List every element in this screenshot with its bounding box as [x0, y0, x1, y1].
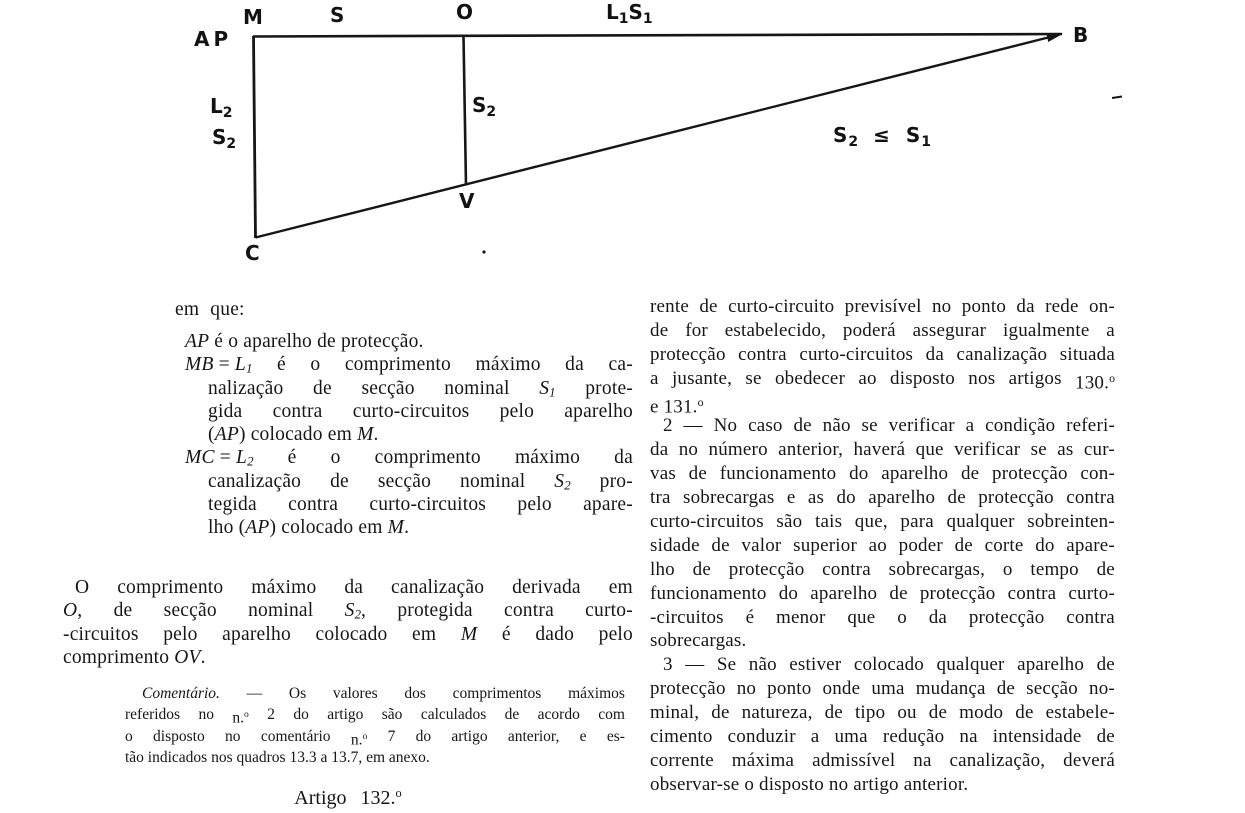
- right-column: [650, 295, 1115, 797]
- article-heading: Artigo 132.$^o$: [294, 786, 402, 809]
- text-line: sidade de valor superior ao poder de corte do apare-: [650, 534, 1115, 556]
- text-line: a jusante, se obedecer ao disposto nos artigos 130.$^o$: [650, 367, 1115, 394]
- text-line: funcionamento do aparelho de protecção contra curto-: [650, 582, 1115, 604]
- arrowhead-B-icon: [1047, 34, 1064, 42]
- diagram-label-V: V: [459, 189, 475, 213]
- text-line: da no número anterior, haverá que verificar se as cur-: [650, 439, 1115, 461]
- text-line: tra sobrecargas e as do aparelho de protecção contra: [650, 487, 1115, 509]
- text-line: o disposto no comentário n.$^o$ 7 do artigo anterior, e es-: [125, 727, 625, 748]
- text-line: canalização de secção nominal S2 pro-: [208, 470, 633, 493]
- text-line: -circuitos é menor que o da protecção contra: [650, 606, 1115, 628]
- text-line: lho (AP) colocado em M.: [208, 517, 410, 539]
- line-CB-diagonal: [256, 37, 1053, 238]
- text-line: MC = L2 é o comprimento máximo da: [185, 447, 633, 470]
- diagram-drawing: [0, 0, 1245, 290]
- commentary-paragraph: [125, 683, 625, 768]
- text-line: AP é o aparelho de protecção.: [185, 331, 424, 352]
- text-line: Comentário. — Os valores dos comprimentos máximos: [142, 685, 625, 702]
- diagram-label-AP: AP: [194, 27, 233, 51]
- definition-item-MB: [185, 353, 633, 446]
- definition-item-MC: [185, 446, 633, 539]
- text-line: rente de curto-circuito previsível no ponto da rede on-: [650, 296, 1115, 317]
- diagram-label-L2: L2: [210, 94, 233, 121]
- text-line: de for estabelecido, poderá assegurar igualmente a: [650, 319, 1115, 341]
- text-line: nalização de secção nominal S1 prote-: [208, 377, 633, 400]
- text-line: em que:: [175, 299, 245, 320]
- diagram-label-S: S: [330, 3, 345, 27]
- line-OV-branch: [464, 36, 467, 186]
- protection-length-diagram: [0, 0, 1245, 290]
- text-line: comprimento OV.: [63, 646, 206, 668]
- text-line: curto-circuitos são tais que, para qualquer sobreinten-: [650, 511, 1115, 533]
- diagram-label-O: O: [456, 0, 474, 24]
- text-line: sobrecargas.: [650, 630, 747, 652]
- text-line: tegida contra curto-circuitos pelo apare-: [208, 494, 633, 516]
- line-MC-left: [254, 36, 256, 238]
- paragraph-3: [650, 653, 1115, 796]
- main-paragraph: [63, 576, 633, 669]
- intro-em-que: [175, 298, 475, 321]
- diagram-label-S2-left: S2: [212, 125, 237, 152]
- diagram-label-B: B: [1073, 23, 1089, 47]
- text-line: 2 — No caso de não se verificar a condição referi-: [663, 415, 1115, 437]
- text-line: O comprimento máximo da canalização derivada em: [75, 577, 633, 598]
- text-line: tão indicados nos quadros 13.3 a 13.7, em anexo.: [125, 748, 430, 766]
- text-line: vas de funcionamento do aparelho de protecção con-: [650, 463, 1115, 485]
- text-line: observar-se o disposto no artigo anterior.: [650, 773, 969, 795]
- text-line: e 131.$^o$: [650, 395, 704, 418]
- text-line: lho de protecção contra sobrecargas, o tempo de: [650, 558, 1115, 580]
- text-line: protecção no ponto onde uma mudança de secção no-: [650, 678, 1115, 700]
- text-line: (AP) colocado em M.: [208, 424, 379, 446]
- text-line: referidos no n.$^o$ 2 do artigo são calculados de acordo com: [125, 706, 625, 727]
- diagram-label-C: C: [245, 241, 260, 265]
- definitions-list: [185, 330, 633, 540]
- scan-dot-artifact: [482, 250, 485, 253]
- text-line: cimento conduzir a uma redução na intensidade de: [650, 726, 1115, 748]
- text-line: -circuitos pelo aparelho colocado em M é dado pelo: [63, 623, 633, 645]
- text-line: 3 — Se não estiver colocado qualquer aparelho de: [663, 654, 1115, 676]
- scan-dash-artifact: [1112, 97, 1122, 99]
- definition-item-AP: [185, 330, 633, 353]
- text-line: corrente máxima admissível na canalização, deverá: [650, 749, 1115, 771]
- diagram-label-S2-branch: S2: [472, 93, 497, 120]
- text-line: minal, de natureza, de tipo ou de modo de estabele-: [650, 702, 1115, 724]
- text-line: O, de secção nominal S2, protegida contra curto-: [63, 600, 633, 622]
- text-line: gida contra curto-circuitos pelo aparelho: [208, 400, 633, 422]
- paragraph-2: [650, 414, 1115, 653]
- text-line: MB = L1 é o comprimento máximo da ca-: [185, 354, 633, 376]
- diagram-label-inequality: S2 ≤ S1: [833, 123, 931, 150]
- paragraph-continuation: [650, 295, 1115, 418]
- text-line: protecção contra curto-circuitos da canalização situada: [650, 343, 1115, 365]
- diagram-label-M: M: [243, 5, 263, 29]
- diagram-label-L1S1: L1S1: [606, 0, 653, 27]
- line-MB-top: [253, 34, 1062, 37]
